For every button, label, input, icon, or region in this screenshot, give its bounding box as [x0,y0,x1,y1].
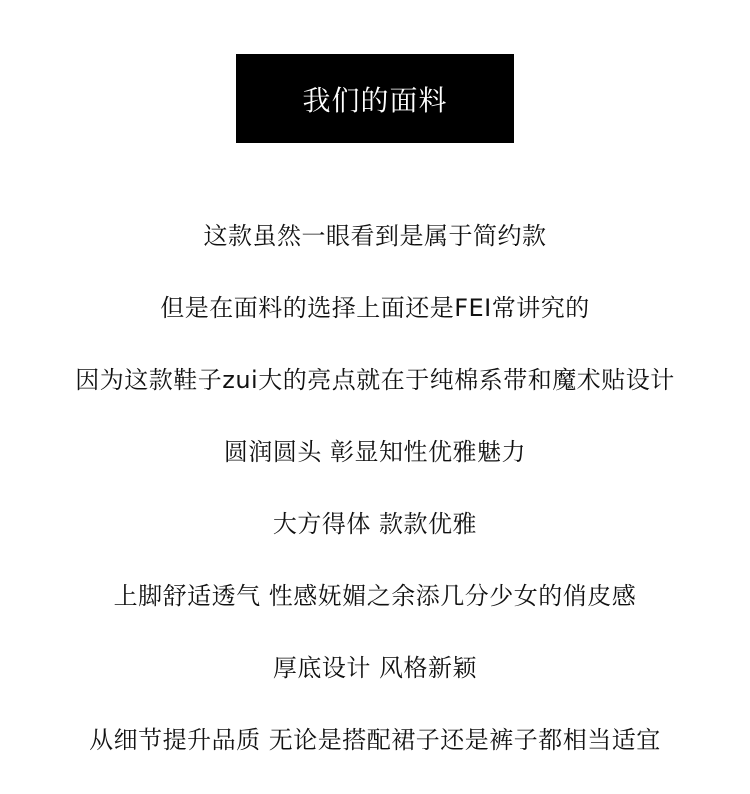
title-banner [236,54,514,143]
description-line-6: 上脚舒适透气 性感妩媚之余添几分少女的俏皮感 [113,582,637,610]
description-line-3: 因为这款鞋子zui大的亮点就在于纯棉系带和魔术贴设计 [75,366,675,394]
description-line-1: 这款虽然一眼看到是属于简约款 [203,222,547,250]
description-line-2: 但是在面料的选择上面还是FEI常讲究的 [160,294,590,322]
description-line-8: 从细节提升品质 无论是搭配裙子还是裤子都相当适宜 [89,726,661,754]
description-line-5: 大方得体 款款优雅 [272,510,478,538]
description-line-4: 圆润圆头 彰显知性优雅魅力 [223,438,527,466]
description-line-7: 厚底设计 风格新颖 [272,654,478,682]
section-title: 我们的面料 [302,83,448,117]
